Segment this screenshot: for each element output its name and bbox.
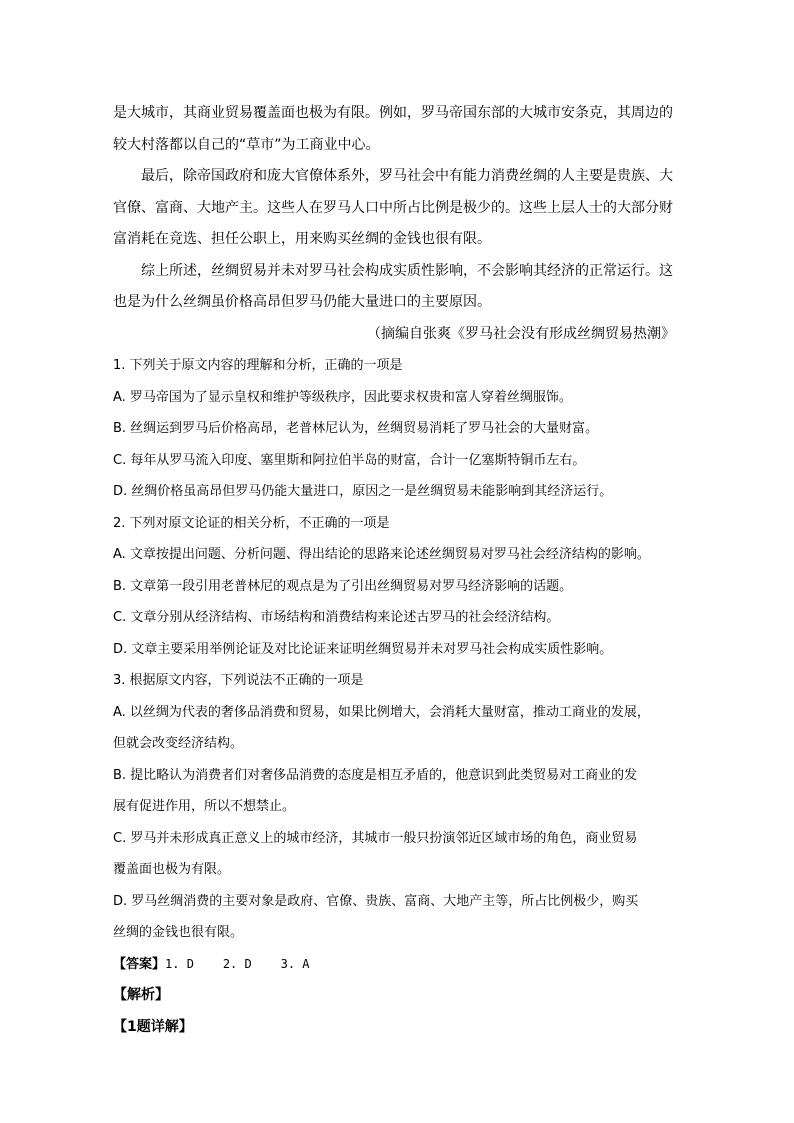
question-3-option-c-line1: C. 罗马并未形成真正意义上的城市经济，其城市一般只扮演邻近区域市场的角色，商业贸易 — [113, 830, 638, 846]
passage-line: 官僚、富商、大地产主。这些人在罗马人口中所占比例是极少的。这些上层人士的大部分财 — [113, 199, 673, 216]
passage-line: 综上所述，丝绸贸易并未对罗马社会构成实质性影响，不会影响其经济的正常运行。这 — [141, 262, 673, 279]
question-3-stem: 3. 根据原文内容，下列说法不正确的一项是 — [113, 673, 364, 688]
question-2-option-a: A. 文章按提出问题、分析问题、得出结论的思路来论述丝绸贸易对罗马社会经济结构的影响。 — [113, 547, 650, 562]
question-1-option-c: C. 每年从罗马流入印度、塞里斯和阿拉伯半岛的财富，合计一亿塞斯特铜币左右。 — [113, 452, 586, 468]
passage-line: 富消耗在竞选、担任公职上，用来购买丝绸的金钱也很有限。 — [113, 231, 491, 247]
question-3-option-a-line2: 但就会改变经济结构。 — [113, 736, 244, 751]
question-2-option-c: C. 文章分别从经济结构、市场结构和消费结构来论述古罗马的社会经济结构。 — [113, 610, 560, 625]
question-1-option-b: B. 丝绸运到罗马后价格高昂，老普林尼认为，丝绸贸易消耗了罗马社会的大量财富。 — [113, 421, 599, 436]
passage-line: 也是为什么丝绸虽价格高昂但罗马仍能大量进口的主要原因。 — [113, 294, 491, 310]
question-1-stem: 1. 下列关于原文内容的理解和分析，正确的一项是 — [113, 358, 403, 373]
question-3-option-b-line1: B. 提比略认为消费者们对奢侈品消费的态度是相互矛盾的，他意识到此类贸易对工商业的发 — [113, 767, 638, 783]
source-citation: （摘编自张爽《罗马社会没有形成丝绸贸易热潮》 — [367, 325, 675, 342]
document-page — [113, 98, 683, 1043]
question-3-option-b-line2: 展有促进作用，所以不想禁止。 — [113, 799, 296, 814]
question-2-stem: 2. 下列对原文论证的相关分析，不正确的一项是 — [113, 515, 390, 531]
question-3-option-d-line2: 丝绸的金钱也很有限。 — [113, 925, 244, 940]
answer-value: 1. D 2. D 3. A — [165, 956, 310, 971]
question-2-option-b: B. 文章第一段引用老普林尼的观点是为了引出丝绸贸易对罗马经济影响的话题。 — [113, 578, 573, 594]
answer-label: 【答案】 — [113, 956, 166, 972]
question-3-option-c-line2: 覆盖面也极为有限。 — [113, 862, 231, 877]
passage-line: 最后，除帝国政府和庞大官僚体系外，罗马社会中有能力消费丝绸的人主要是贵族、大 — [141, 168, 673, 184]
question-3-option-a-line1: A. 以丝绸为代表的奢侈品消费和贸易，如果比例增大，会消耗大量财富，推动工商业的发展， — [113, 704, 650, 720]
question-1-option-a: A. 罗马帝国为了显示皇权和维护等级秩序，因此要求权贵和富人穿着丝绸服饰。 — [113, 389, 572, 405]
passage-line: 是大城市，其商业贸易覆盖面也极为有限。例如，罗马帝国东部的大城市安条克，其周边的 — [113, 105, 673, 121]
answer-row — [113, 949, 683, 981]
detail-label: 【1题详解】 — [113, 1018, 193, 1035]
question-1-option-d: D. 丝绸价格虽高昂但罗马仍能大量进口，原因之一是丝绸贸易未能影响到其经济运行。 — [113, 484, 613, 499]
question-2-option-d: D. 文章主要采用举例论证及对比论证来证明丝绸贸易并未对罗马社会构成实质性影响。 — [113, 641, 613, 657]
question-3-option-d-line1: D. 罗马丝绸消费的主要对象是政府、官僚、贵族、富商、大地产主等，所占比例极少，购买 — [113, 893, 639, 909]
analysis-label: 【解析】 — [113, 987, 169, 1003]
passage-line: 较大村落都以自己的“草市”为工商业中心。 — [113, 136, 380, 153]
